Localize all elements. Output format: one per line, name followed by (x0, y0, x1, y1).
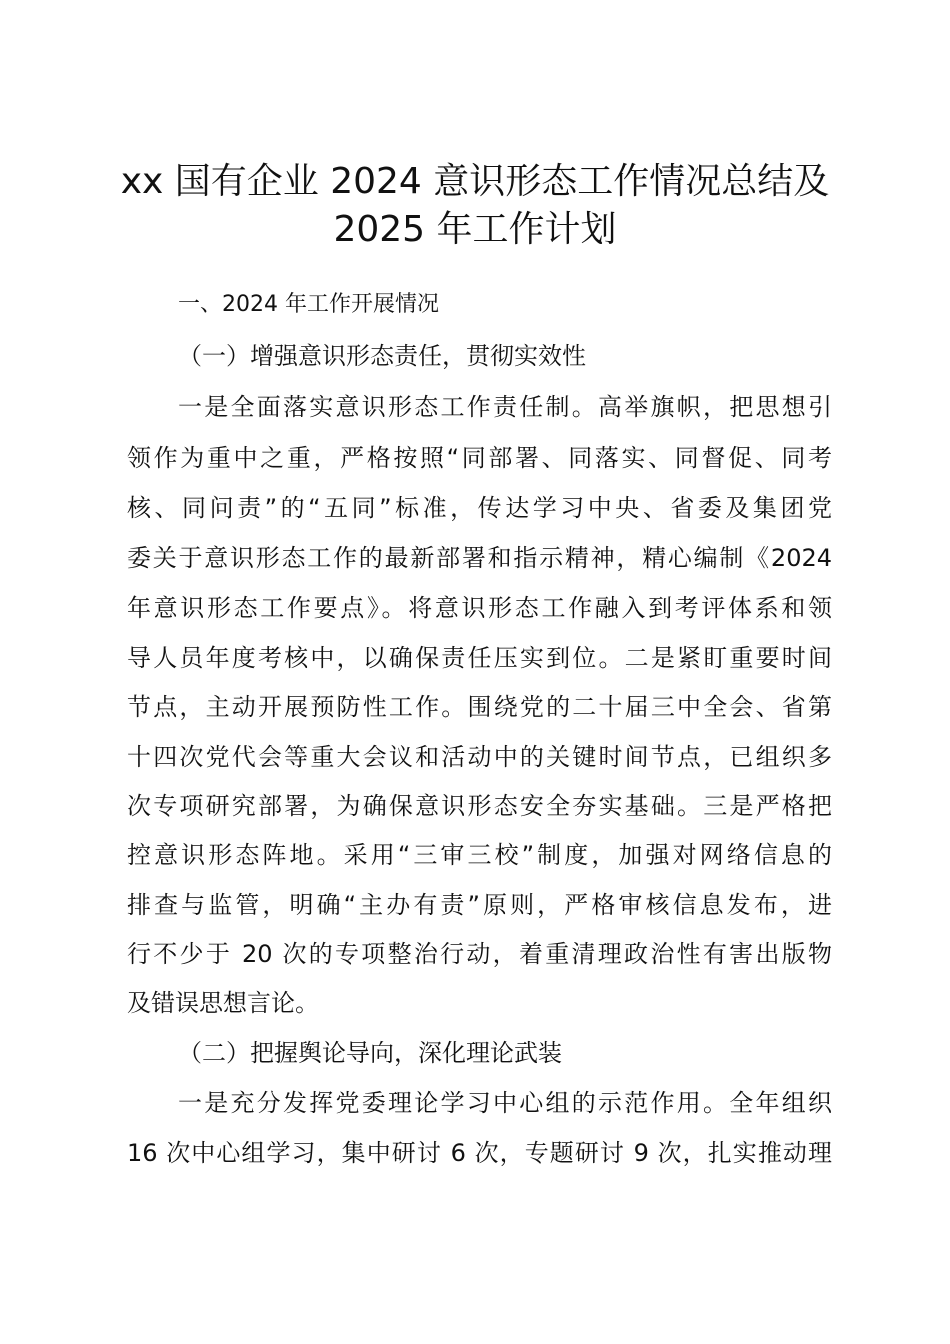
paragraph-line: 次专项研究部署，为确保意识形态安全夯实基础。三是严格把 (127, 792, 832, 820)
paragraph-line: 行不少于 20 次的专项整治行动，着重清理政治性有害出版物 (127, 940, 832, 968)
document-title-line-2: 2025 年工作计划 (333, 209, 617, 250)
paragraph-line: 十四次党代会等重大会议和活动中的关键时间节点，已组织多 (127, 743, 832, 771)
paragraph-line: 16 次中心组学习，集中研讨 6 次，专题研讨 9 次，扎实推动理 (127, 1139, 832, 1167)
paragraph-line: 核、同问责”的“五同”标准，传达学习中央、省委及集团党 (127, 494, 832, 522)
paragraph-line: 导人员年度考核中，以确保责任压实到位。二是紧盯重要时间 (127, 644, 832, 672)
subsection-heading-2: （二）把握舆论导向，深化理论武装 (178, 1039, 562, 1067)
paragraph-line: 年意识形态工作要点》。将意识形态工作融入到考评体系和领 (127, 594, 832, 622)
paragraph-line: 控意识形态阵地。采用“三审三校”制度，加强对网络信息的 (127, 841, 832, 869)
paragraph-line: 领作为重中之重，严格按照“同部署、同落实、同督促、同考 (127, 444, 832, 472)
paragraph-line: 一是全面落实意识形态工作责任制。高举旗帜，把思想引 (178, 393, 832, 421)
paragraph-line: 节点，主动开展预防性工作。围绕党的二十届三中全会、省第 (127, 693, 832, 721)
paragraph-line: 一是充分发挥党委理论学习中心组的示范作用。全年组织 (178, 1089, 832, 1117)
paragraph-line: 排查与监管，明确“主办有责”原则，严格审核信息发布，进 (127, 891, 832, 919)
subsection-heading-1: （一）增强意识形态责任，贯彻实效性 (178, 342, 586, 370)
section-heading: 一、2024 年工作开展情况 (178, 292, 439, 317)
paragraph-line: 委关于意识形态工作的最新部署和指示精神，精心编制《2024 (127, 544, 832, 572)
document-title-line-1: xx 国有企业 2024 意识形态工作情况总结及 (120, 161, 830, 202)
paragraph-line: 及错误思想言论。 (127, 989, 319, 1017)
